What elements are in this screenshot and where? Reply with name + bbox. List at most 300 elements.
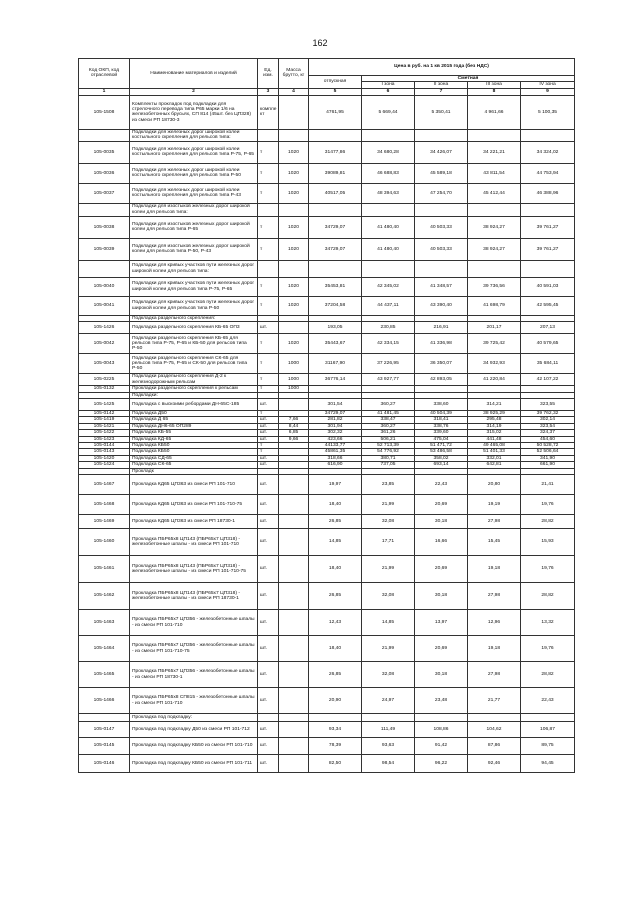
price-zone-1: 361,26 <box>362 430 415 436</box>
header-name: Наименование материалов и изделий <box>130 59 258 89</box>
price-issue: 34729,07 <box>309 238 362 260</box>
price-zone-2: 96,22 <box>415 755 468 773</box>
price-zone-3: 34 221,21 <box>468 141 521 163</box>
table-row <box>79 141 575 163</box>
price-issue: 26,85 <box>309 515 362 529</box>
row-mass-cell <box>279 260 309 277</box>
section-title: Прокладка под подкладку: <box>130 714 258 722</box>
section-title: Подкладки для изостыков железных дорог широкой колеи для рельсов типа: <box>130 203 258 216</box>
item-unit: т <box>258 277 279 296</box>
price-zone-2: 53 486,58 <box>415 449 468 455</box>
price-zone-1: 23,85 <box>362 475 415 495</box>
price-issue: 44133,77 <box>309 443 362 449</box>
price-zone-4: 28,82 <box>521 662 575 688</box>
price-zone-4: 44 753,94 <box>521 163 575 183</box>
item-name: Прокладка ПБР65х7 ЦП356 - железобетонные шпалы - из смеси РП 18730-1 <box>130 662 258 688</box>
price-zone-4: 42 595,45 <box>521 296 575 315</box>
price-zone-1: 32,08 <box>362 662 415 688</box>
row-price-cell <box>521 714 575 722</box>
item-unit: т <box>258 386 279 392</box>
row-price-cell <box>362 129 415 141</box>
item-unit: шт. <box>258 636 279 662</box>
item-code: 105-1468 <box>79 495 130 515</box>
section-title: Подкладки для железных дорог широкой колеи костыльного скрепления для рельсов типа: <box>130 129 258 141</box>
price-zone-3: 19,18 <box>468 636 521 662</box>
price-zone-3: 38 925,29 <box>468 411 521 417</box>
item-name: Прокладка ПБР65х8 СП815 - железобетонные шпалы - из смеси РП 101-710 <box>130 688 258 714</box>
price-issue: 301,94 <box>309 423 362 429</box>
price-zone-2: 13,97 <box>415 610 468 636</box>
price-zone-1: 360,27 <box>362 423 415 429</box>
price-zone-4: 207,13 <box>521 322 575 334</box>
price-zone-2: 22,43 <box>415 475 468 495</box>
row-price-cell <box>415 714 468 722</box>
item-name: Подкладка КБ50 <box>130 443 258 449</box>
price-zone-1: 360,27 <box>362 399 415 411</box>
item-name: Подкладки для железных дорог широкой колеи костыльного скрепления для рельсов типа Р-75, Р-65 <box>130 141 258 163</box>
price-zone-1: 44 437,11 <box>362 296 415 315</box>
price-zone-4: 19,76 <box>521 495 575 515</box>
price-zone-4: 13,32 <box>521 610 575 636</box>
column-number-row <box>79 88 575 95</box>
table-row <box>79 354 575 374</box>
column-number: 8 <box>468 88 521 95</box>
price-zone-3: 314,21 <box>468 399 521 411</box>
row-price-cell <box>468 129 521 141</box>
item-name: Прокладка ПБР65х7 ЦП356 - железобетонные шпалы - из смеси РП 101-710 <box>130 610 258 636</box>
price-zone-2: 47 254,70 <box>415 183 468 203</box>
item-unit: шт. <box>258 662 279 688</box>
price-issue: 19,97 <box>309 475 362 495</box>
table-row <box>79 610 575 636</box>
item-mass <box>279 636 309 662</box>
price-issue: 301,54 <box>309 399 362 411</box>
price-issue: 18,40 <box>309 556 362 583</box>
price-zone-2: 51 471,72 <box>415 443 468 449</box>
item-mass <box>279 95 309 129</box>
price-zone-1: 34 680,28 <box>362 141 415 163</box>
section-title: Подкладки: <box>130 392 258 398</box>
price-zone-3: 441,48 <box>468 436 521 442</box>
price-issue: 423,66 <box>309 436 362 442</box>
price-zone-1: 41 480,40 <box>362 216 415 238</box>
price-zone-4: 661,90 <box>521 462 575 468</box>
price-zone-4: 89,75 <box>521 738 575 755</box>
price-issue: 193,05 <box>309 322 362 334</box>
page-number: 162 <box>312 38 328 48</box>
table-row <box>79 411 575 417</box>
item-name: Подкладка с выскоими ребордами ДН-65С-185 <box>130 399 258 411</box>
table-row <box>79 738 575 755</box>
price-zone-3: 20,80 <box>468 475 521 495</box>
table-header <box>79 59 575 96</box>
item-name: Подкладка СК-65 <box>130 462 258 468</box>
price-issue: 281,82 <box>309 417 362 423</box>
price-zone-1: 14,85 <box>362 610 415 636</box>
price-zone-3: 49 465,08 <box>468 443 521 449</box>
price-zone-2: 40 503,33 <box>415 238 468 260</box>
item-code: 105-0144 <box>79 443 130 449</box>
price-zone-4: 39 762,32 <box>521 411 575 417</box>
item-name: Подкладки раздельного скрепления СК-65 для рельсов типа Р-75, Р-65 и СК-50 для рельсов типа Р-50 <box>130 354 258 374</box>
price-zone-1: 41 481,45 <box>362 411 415 417</box>
price-zone-3: 104,62 <box>468 722 521 738</box>
table-row <box>79 495 575 515</box>
price-zone-4: 323,54 <box>521 423 575 429</box>
item-name: Прокладка КД65 ЦП363 из смеси РП 101-710 <box>130 475 258 495</box>
item-mass <box>279 322 309 334</box>
header-issue-price: отпускная <box>309 76 362 89</box>
price-issue: 26,85 <box>309 662 362 688</box>
row-price-cell <box>415 129 468 141</box>
item-unit: т <box>258 443 279 449</box>
item-mass: 1020 <box>279 296 309 315</box>
item-unit: шт. <box>258 322 279 334</box>
header-zone-4: IV зона <box>521 82 575 88</box>
price-issue: 34729,07 <box>309 216 362 238</box>
price-zone-2: 693,14 <box>415 462 468 468</box>
item-unit: шт. <box>258 688 279 714</box>
price-zone-1: 338,47 <box>362 417 415 423</box>
price-zone-2: 108,86 <box>415 722 468 738</box>
item-mass <box>279 515 309 529</box>
price-issue: 18,40 <box>309 636 362 662</box>
item-mass: 1020 <box>279 163 309 183</box>
price-zone-3: 332,01 <box>468 455 521 461</box>
item-code: 105-0035 <box>79 141 130 163</box>
row-price-cell <box>521 260 575 277</box>
item-mass: 1000 <box>279 386 309 392</box>
price-zone-2: 475,04 <box>415 436 468 442</box>
row-unit-cell <box>258 129 279 141</box>
item-mass <box>279 610 309 636</box>
price-zone-4: 5 100,35 <box>521 95 575 129</box>
item-mass <box>279 529 309 556</box>
item-unit: т <box>258 141 279 163</box>
table-body <box>79 95 575 772</box>
item-code: 105-1420 <box>79 455 130 461</box>
item-unit: шт. <box>258 417 279 423</box>
item-code: 105-0142 <box>79 411 130 417</box>
header-price-title: Цена в руб. на 1 кв 2015 года (без НДС) <box>309 59 575 76</box>
price-zone-3: 51 401,33 <box>468 449 521 455</box>
price-zone-3: 12,96 <box>468 610 521 636</box>
item-code: 105-0145 <box>79 738 130 755</box>
price-zone-4: 52 506,64 <box>521 449 575 455</box>
row-unit-cell <box>258 714 279 722</box>
price-zone-3: 34 932,93 <box>468 354 521 374</box>
row-mass-cell <box>279 129 309 141</box>
price-zone-1: 46 688,83 <box>362 163 415 183</box>
row-unit-cell <box>258 203 279 216</box>
price-issue: 40517,05 <box>309 183 362 203</box>
item-name: Прокладка под подкладку Д50 из смеси РП 101-712 <box>130 722 258 738</box>
price-zone-3: 43 811,54 <box>468 163 521 183</box>
item-unit: шт. <box>258 755 279 773</box>
price-zone-4: 94,45 <box>521 755 575 773</box>
price-issue: 34729,07 <box>309 411 362 417</box>
row-price-cell <box>362 714 415 722</box>
price-zone-2: 358,02 <box>415 455 468 461</box>
price-zone-4: 22,43 <box>521 688 575 714</box>
price-issue: 14,85 <box>309 529 362 556</box>
item-mass <box>279 755 309 773</box>
item-name: Прокладка под подкладку КБ50 из смеси РП 101-711 <box>130 755 258 773</box>
price-zone-3: 642,81 <box>468 462 521 468</box>
price-zone-3: 295,48 <box>468 417 521 423</box>
item-name: Подкладки раздельного скрепления КБ-65 для рельсов типа Р-75, Р-65 и КБ-50 для рельсов типа Р-50 <box>130 334 258 354</box>
item-unit: т <box>258 334 279 354</box>
item-name: Прокладка КД65 ЦП363 из смеси РП 101-710-75 <box>130 495 258 515</box>
item-unit: шт. <box>258 475 279 495</box>
item-code: 105-0039 <box>79 238 130 260</box>
table-row <box>79 183 575 203</box>
price-issue: 20,90 <box>309 688 362 714</box>
column-number: 4 <box>279 88 309 95</box>
table-row <box>79 296 575 315</box>
header-zone-3: III зона <box>468 82 521 88</box>
item-unit: т <box>258 163 279 183</box>
price-zone-2: 30,18 <box>415 515 468 529</box>
price-issue: 302,32 <box>309 430 362 436</box>
price-zone-1: 98,54 <box>362 755 415 773</box>
item-name: Прокладка КД65 ЦП363 из смеси РП 18730-1 <box>130 515 258 529</box>
price-zone-3: 27,98 <box>468 515 521 529</box>
price-zone-3: 201,17 <box>468 322 521 334</box>
table-row <box>79 449 575 455</box>
price-zone-4: 40 591,03 <box>521 277 575 296</box>
price-zone-3: 45 412,44 <box>468 183 521 203</box>
price-issue: 78,39 <box>309 738 362 755</box>
item-mass: 9,66 <box>279 436 309 442</box>
item-code: 105-0132 <box>79 386 130 392</box>
price-issue: 616,90 <box>309 462 362 468</box>
price-zone-1: 21,99 <box>362 495 415 515</box>
price-issue: 4761,95 <box>309 95 362 129</box>
price-zone-1: 5 669,44 <box>362 95 415 129</box>
item-mass <box>279 556 309 583</box>
price-zone-2: 41 348,57 <box>415 277 468 296</box>
item-name: Подкладка КБ50 <box>130 449 258 455</box>
price-zone-4: 35 684,11 <box>521 354 575 374</box>
section-title: Подкладки для кривых участков пути железных дорог широкой колеи для рельсов типа: <box>130 260 258 277</box>
item-mass: 1020 <box>279 238 309 260</box>
item-code: 105-1467 <box>79 475 130 495</box>
item-name: Подкладки раздельного скрепления Д-2 к железнодорожным рельсам <box>130 374 258 386</box>
price-zone-4: 454,60 <box>521 436 575 442</box>
price-zone-4: 323,55 <box>521 399 575 411</box>
price-zone-4: 34 324,02 <box>521 141 575 163</box>
price-zone-4: 106,87 <box>521 722 575 738</box>
table-row <box>79 277 575 296</box>
item-mass: 1020 <box>279 141 309 163</box>
price-zone-2: 42 893,05 <box>415 374 468 386</box>
header-zone-1: I зона <box>362 82 415 88</box>
price-zone-4: 46 388,96 <box>521 183 575 203</box>
row-price-cell <box>309 260 362 277</box>
price-zone-3: 21,77 <box>468 688 521 714</box>
row-code-cell <box>79 714 130 722</box>
table-row <box>79 238 575 260</box>
price-zone-4: 21,41 <box>521 475 575 495</box>
column-number: 6 <box>362 88 415 95</box>
price-zone-3: 314,19 <box>468 423 521 429</box>
table-row <box>79 688 575 714</box>
price-zone-3: 41 220,84 <box>468 374 521 386</box>
item-unit: шт. <box>258 722 279 738</box>
price-zone-2: 5 350,41 <box>415 95 468 129</box>
price-zone-2: 43 390,40 <box>415 296 468 315</box>
price-issue: 26,85 <box>309 583 362 610</box>
table-row <box>79 583 575 610</box>
row-price-cell <box>362 260 415 277</box>
item-code: 105-1421 <box>79 423 130 429</box>
item-name: Прокладка ПБР65х8 ЦП143 (ПБР65х7 ЦП318) - железобетонные шпалы - из смеси РП 18730-1 <box>130 583 258 610</box>
price-zone-3: 4 961,66 <box>468 95 521 129</box>
price-issue: 82,50 <box>309 755 362 773</box>
table-row <box>79 216 575 238</box>
price-zone-4: 324,37 <box>521 430 575 436</box>
price-zone-3: 41 698,79 <box>468 296 521 315</box>
item-name: Подкладки для железных дорог широкой колеи костыльного скрепления для рельсов типа Р-50 <box>130 163 258 183</box>
section-row <box>79 203 575 216</box>
item-name: Подкладки для кривых участков пути железных дорог широкой колеи для рельсов типа Р-75, Р-65 <box>130 277 258 296</box>
item-name: Прокладка под подкладку КБ50 из смеси РП 101-710 <box>130 738 258 755</box>
item-mass <box>279 722 309 738</box>
price-zone-4: 50 528,72 <box>521 443 575 449</box>
row-code-cell <box>79 129 130 141</box>
item-unit: шт. <box>258 515 279 529</box>
price-zone-1: 380,71 <box>362 455 415 461</box>
table-row <box>79 515 575 529</box>
column-number: 5 <box>309 88 362 95</box>
item-mass <box>279 688 309 714</box>
price-zone-4: 28,82 <box>521 583 575 610</box>
price-zone-1: 37 226,95 <box>362 354 415 374</box>
row-code-cell <box>79 260 130 277</box>
item-code: 105-1462 <box>79 583 130 610</box>
table-row <box>79 163 575 183</box>
item-name: Подкладка КБ-55 <box>130 430 258 436</box>
price-zone-2: 16,66 <box>415 529 468 556</box>
table-row <box>79 374 575 386</box>
item-unit: компле кт <box>258 95 279 129</box>
price-zone-4: 42 107,22 <box>521 374 575 386</box>
item-code: 105-1424 <box>79 462 130 468</box>
item-name: Подкладка раздельного скрепления КБ-65 ОП3 <box>130 322 258 334</box>
price-zone-2: 34 426,07 <box>415 141 468 163</box>
table-row <box>79 662 575 688</box>
row-price-cell <box>415 260 468 277</box>
price-zone-3: 19,19 <box>468 495 521 515</box>
header-zones-title: Сметная <box>362 76 575 82</box>
item-unit: шт. <box>258 583 279 610</box>
item-name: Подкладка СД-65 <box>130 455 258 461</box>
price-issue: 35443,67 <box>309 334 362 354</box>
section-row <box>79 714 575 722</box>
price-zone-4: 39 761,27 <box>521 216 575 238</box>
price-zone-4: 341,90 <box>521 455 575 461</box>
section-title: Прокладк <box>130 468 258 474</box>
column-number: 2 <box>130 88 258 95</box>
price-zone-3: 27,98 <box>468 583 521 610</box>
item-code: 105-1463 <box>79 610 130 636</box>
item-code: 105-1466 <box>79 688 130 714</box>
price-issue: 18,40 <box>309 495 362 515</box>
item-unit: шт. <box>258 738 279 755</box>
item-mass: 8,44 <box>279 423 309 429</box>
item-code: 105-0038 <box>79 216 130 238</box>
price-zone-3: 15,45 <box>468 529 521 556</box>
header-zone-2: II зона <box>415 82 468 88</box>
item-mass: 1020 <box>279 216 309 238</box>
price-zone-2: 20,69 <box>415 556 468 583</box>
price-zone-2: 36 350,07 <box>415 354 468 374</box>
price-table <box>78 58 575 773</box>
price-zone-1: 42 334,15 <box>362 334 415 354</box>
item-mass <box>279 583 309 610</box>
row-price-cell <box>521 203 575 216</box>
table-row <box>79 399 575 411</box>
item-code: 105-0042 <box>79 334 130 354</box>
price-issue: 318,66 <box>309 455 362 461</box>
price-issue: 93,34 <box>309 722 362 738</box>
price-zone-3: 92,46 <box>468 755 521 773</box>
price-zone-2: 20,69 <box>415 495 468 515</box>
item-code: 105-0040 <box>79 277 130 296</box>
item-unit: т <box>258 296 279 315</box>
item-name: Прокладки раздельного скрепления к рельсам <box>130 386 258 392</box>
header-unit: Ед. изм. <box>258 59 279 89</box>
item-code: 105-0043 <box>79 354 130 374</box>
price-zone-2: 339,60 <box>415 430 468 436</box>
price-zone-3: 38 924,27 <box>468 238 521 260</box>
item-mass: 7,66 <box>279 417 309 423</box>
section-row <box>79 129 575 141</box>
row-unit-cell <box>258 260 279 277</box>
column-number: 7 <box>415 88 468 95</box>
price-issue: 31477,86 <box>309 141 362 163</box>
item-mass <box>279 662 309 688</box>
item-unit: шт. <box>258 455 279 461</box>
item-code: 105-0146 <box>79 755 130 773</box>
price-zone-1: 52 713,39 <box>362 443 415 449</box>
table-row <box>79 475 575 495</box>
price-zone-1: 32,08 <box>362 583 415 610</box>
item-name: Подкладки для кривых участков пути железных дорог широкой колеи для рельсов типа Р-50 <box>130 296 258 315</box>
item-unit: шт. <box>258 495 279 515</box>
row-price-cell <box>309 203 362 216</box>
item-mass: 1020 <box>279 277 309 296</box>
item-code: 105-1422 <box>79 430 130 436</box>
item-code: 105-1508 <box>79 95 130 129</box>
price-zone-3: 39 725,42 <box>468 334 521 354</box>
item-unit: т <box>258 449 279 455</box>
table-row <box>79 443 575 449</box>
item-code: 105-1425 <box>79 399 130 411</box>
item-name: Комплекты прокладок под подкладки для стрелочного перевода типа Р65 марки 1/6 на железобетонных брусьях, СП 814 (45шт. без ЦП328) из смеси РП 18730-3 <box>130 95 258 129</box>
item-code: 105-0036 <box>79 163 130 183</box>
item-name: Подкладка Д 65 <box>130 417 258 423</box>
table-row <box>79 722 575 738</box>
price-zone-2: 41 336,98 <box>415 334 468 354</box>
item-code: 105-1461 <box>79 556 130 583</box>
item-code: 105-0225 <box>79 374 130 386</box>
item-unit: шт. <box>258 556 279 583</box>
price-zone-2: 338,76 <box>415 423 468 429</box>
item-mass <box>279 495 309 515</box>
column-number: 1 <box>79 88 130 95</box>
